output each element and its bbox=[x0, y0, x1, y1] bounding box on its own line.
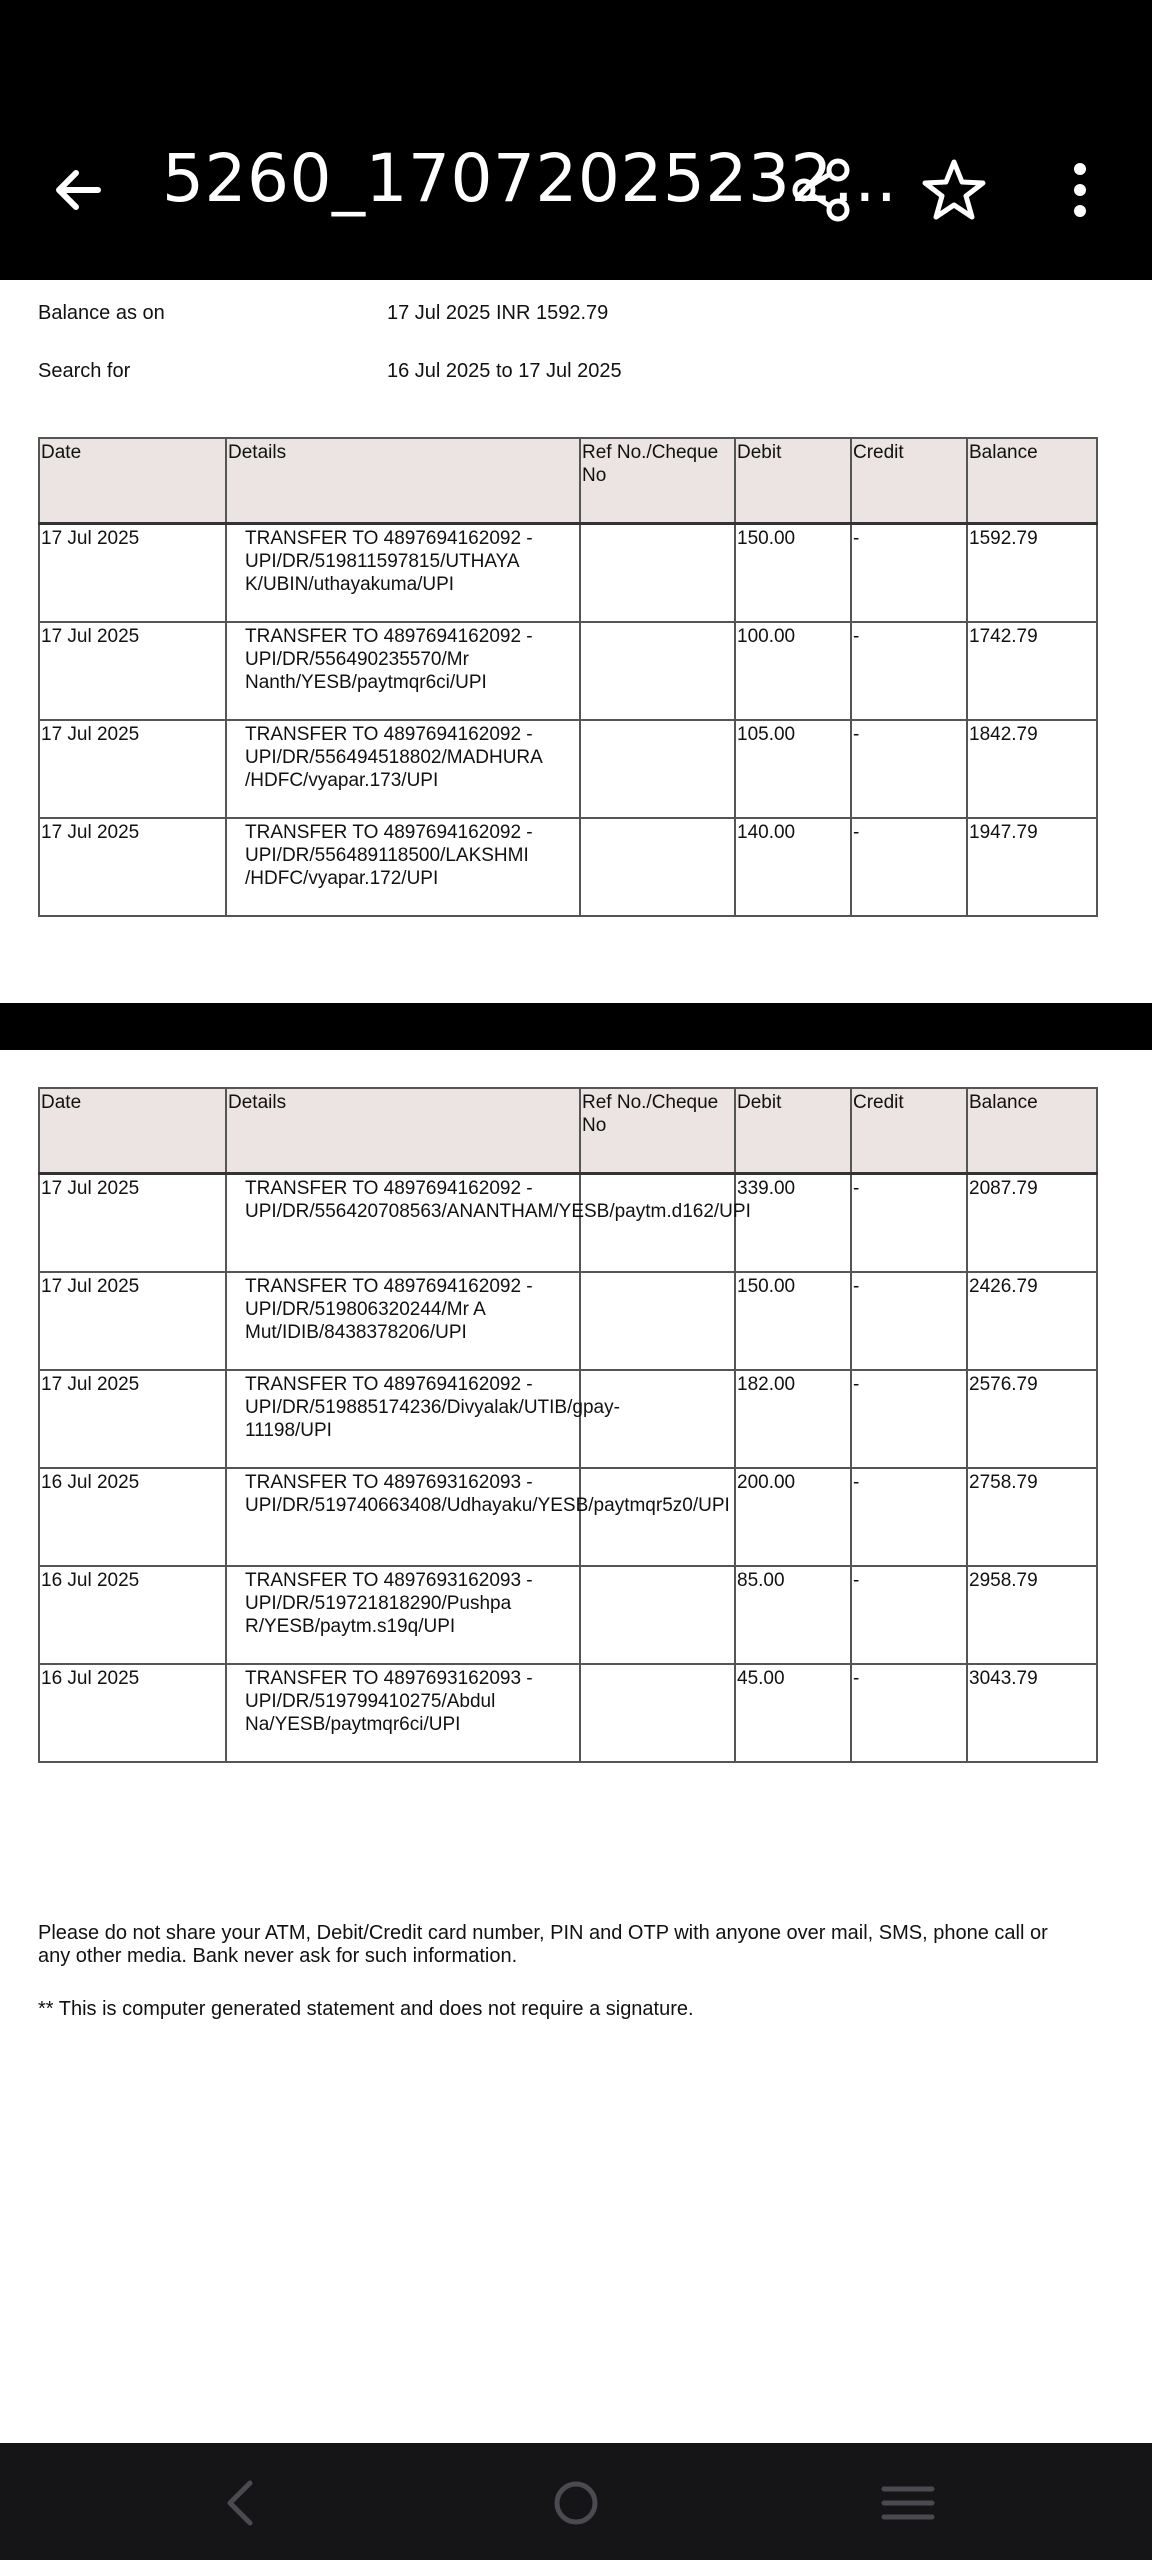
col-date: Date bbox=[39, 1088, 226, 1174]
cell-credit: - bbox=[851, 1566, 967, 1664]
col-debit: Debit bbox=[735, 438, 851, 524]
table-row bbox=[39, 1174, 1097, 1273]
cell-date: 17 Jul 2025 bbox=[39, 720, 226, 818]
transactions-table-page2 bbox=[38, 1087, 1098, 1763]
cell-date: 17 Jul 2025 bbox=[39, 524, 226, 623]
cell-ref bbox=[580, 1174, 735, 1273]
cell-date: 17 Jul 2025 bbox=[39, 622, 226, 720]
back-arrow-icon[interactable] bbox=[46, 158, 110, 222]
cell-debit: 100.00 bbox=[735, 622, 851, 720]
cell-date: 16 Jul 2025 bbox=[39, 1566, 226, 1664]
cell-details: TRANSFER TO 4897693162093 - UPI/DR/519721818290/Pushpa R/YESB/paytm.s19q/UPI bbox=[226, 1566, 580, 1664]
cell-date: 17 Jul 2025 bbox=[39, 818, 226, 916]
search-label: Search for bbox=[38, 360, 131, 382]
cell-credit: - bbox=[851, 1174, 967, 1273]
cell-details: TRANSFER TO 4897694162092 - UPI/DR/519806320244/Mr A Mut/IDIB/8438378206/UPI bbox=[226, 1272, 580, 1370]
more-vert-icon[interactable] bbox=[1044, 154, 1116, 226]
cell-credit: - bbox=[851, 1468, 967, 1566]
col-credit: Credit bbox=[851, 1088, 967, 1174]
cell-date: 17 Jul 2025 bbox=[39, 1272, 226, 1370]
cell-debit: 150.00 bbox=[735, 524, 851, 623]
table-row bbox=[39, 524, 1097, 623]
table-row bbox=[39, 1370, 1097, 1468]
col-credit: Credit bbox=[851, 438, 967, 524]
table-row bbox=[39, 1468, 1097, 1566]
cell-debit: 85.00 bbox=[735, 1566, 851, 1664]
cell-balance: 1592.79 bbox=[967, 524, 1097, 623]
cell-details: TRANSFER TO 4897693162093 - UPI/DR/519740663408/Udhayaku/YESB/paytmqr5z0/UPI bbox=[226, 1468, 580, 1566]
cell-date: 16 Jul 2025 bbox=[39, 1468, 226, 1566]
app-bar bbox=[0, 0, 1152, 280]
col-balance: Balance bbox=[967, 438, 1097, 524]
cell-balance: 2958.79 bbox=[967, 1566, 1097, 1664]
cell-details: TRANSFER TO 4897693162093 - UPI/DR/519799410275/Abdul Na/YESB/paytmqr6ci/UPI bbox=[226, 1664, 580, 1762]
cell-debit: 150.00 bbox=[735, 1272, 851, 1370]
cell-details: TRANSFER TO 4897694162092 - UPI/DR/556420708563/ANANTHAM/YESB/paytm.d162/UPI bbox=[226, 1174, 580, 1273]
cell-date: 17 Jul 2025 bbox=[39, 1174, 226, 1273]
cell-debit: 45.00 bbox=[735, 1664, 851, 1762]
cell-balance: 2576.79 bbox=[967, 1370, 1097, 1468]
table-row bbox=[39, 720, 1097, 818]
cell-balance: 1842.79 bbox=[967, 720, 1097, 818]
cell-credit: - bbox=[851, 1272, 967, 1370]
cell-balance: 2426.79 bbox=[967, 1272, 1097, 1370]
cell-ref bbox=[580, 524, 735, 623]
cell-debit: 339.00 bbox=[735, 1174, 851, 1273]
cell-details: TRANSFER TO 4897694162092 - UPI/DR/556489118500/LAKSHMI /HDFC/vyapar.172/UPI bbox=[226, 818, 580, 916]
cell-balance: 2758.79 bbox=[967, 1468, 1097, 1566]
search-value: 16 Jul 2025 to 17 Jul 2025 bbox=[387, 360, 622, 382]
cell-details: TRANSFER TO 4897694162092 - UPI/DR/556494518802/MADHURA /HDFC/vyapar.173/UPI bbox=[226, 720, 580, 818]
transactions-table-page1 bbox=[38, 437, 1098, 917]
page-separator bbox=[0, 1003, 1152, 1050]
cell-credit: - bbox=[851, 524, 967, 623]
col-ref: Ref No./Cheque No bbox=[580, 1088, 735, 1174]
document-title: 5260_17072025232... bbox=[162, 140, 898, 217]
cell-ref bbox=[580, 1272, 735, 1370]
cell-balance: 1742.79 bbox=[967, 622, 1097, 720]
cell-debit: 140.00 bbox=[735, 818, 851, 916]
cell-credit: - bbox=[851, 1664, 967, 1762]
table-row bbox=[39, 1272, 1097, 1370]
table-row bbox=[39, 818, 1097, 916]
col-date: Date bbox=[39, 438, 226, 524]
signature-notice: ** This is computer generated statement and does not require a signature. bbox=[38, 1998, 694, 2020]
col-details: Details bbox=[226, 1088, 580, 1174]
col-details: Details bbox=[226, 438, 580, 524]
cell-credit: - bbox=[851, 818, 967, 916]
balance-value: 17 Jul 2025 INR 1592.79 bbox=[387, 302, 609, 324]
cell-ref bbox=[580, 1468, 735, 1566]
cell-date: 17 Jul 2025 bbox=[39, 1370, 226, 1468]
nav-home-icon[interactable] bbox=[544, 2471, 608, 2535]
cell-debit: 105.00 bbox=[735, 720, 851, 818]
cell-ref bbox=[580, 622, 735, 720]
cell-details: TRANSFER TO 4897694162092 - UPI/DR/556490235570/Mr Nanth/YESB/paytmqr6ci/UPI bbox=[226, 622, 580, 720]
cell-credit: - bbox=[851, 1370, 967, 1468]
nav-recents-icon[interactable] bbox=[876, 2471, 940, 2535]
cell-ref bbox=[580, 1370, 735, 1468]
cell-ref bbox=[580, 720, 735, 818]
cell-details: TRANSFER TO 4897694162092 - UPI/DR/519885174236/Divyalak/UTIB/gpay-11198/UPI bbox=[226, 1370, 580, 1468]
table-row bbox=[39, 1664, 1097, 1762]
security-notice: Please do not share your ATM, Debit/Credit card number, PIN and OTP with anyone over mail, SMS, phone call or any other media. Bank never ask for such information. bbox=[38, 1922, 1048, 1967]
table-header-row bbox=[39, 1088, 1097, 1174]
nav-back-icon[interactable] bbox=[210, 2471, 274, 2535]
col-ref: Ref No./Cheque No bbox=[580, 438, 735, 524]
system-nav-bar bbox=[0, 2443, 1152, 2560]
share-icon[interactable] bbox=[786, 154, 858, 226]
cell-ref bbox=[580, 1566, 735, 1664]
col-balance: Balance bbox=[967, 1088, 1097, 1174]
cell-ref bbox=[580, 1664, 735, 1762]
cell-ref bbox=[580, 818, 735, 916]
cell-balance: 2087.79 bbox=[967, 1174, 1097, 1273]
cell-credit: - bbox=[851, 720, 967, 818]
col-debit: Debit bbox=[735, 1088, 851, 1174]
cell-balance: 1947.79 bbox=[967, 818, 1097, 916]
cell-date: 16 Jul 2025 bbox=[39, 1664, 226, 1762]
table-header-row bbox=[39, 438, 1097, 524]
cell-balance: 3043.79 bbox=[967, 1664, 1097, 1762]
cell-debit: 200.00 bbox=[735, 1468, 851, 1566]
table-row bbox=[39, 1566, 1097, 1664]
table-row bbox=[39, 622, 1097, 720]
cell-details: TRANSFER TO 4897694162092 - UPI/DR/519811597815/UTHAYA K/UBIN/uthayakuma/UPI bbox=[226, 524, 580, 623]
cell-debit: 182.00 bbox=[735, 1370, 851, 1468]
star-icon[interactable] bbox=[918, 154, 990, 226]
balance-label: Balance as on bbox=[38, 302, 165, 324]
cell-credit: - bbox=[851, 622, 967, 720]
